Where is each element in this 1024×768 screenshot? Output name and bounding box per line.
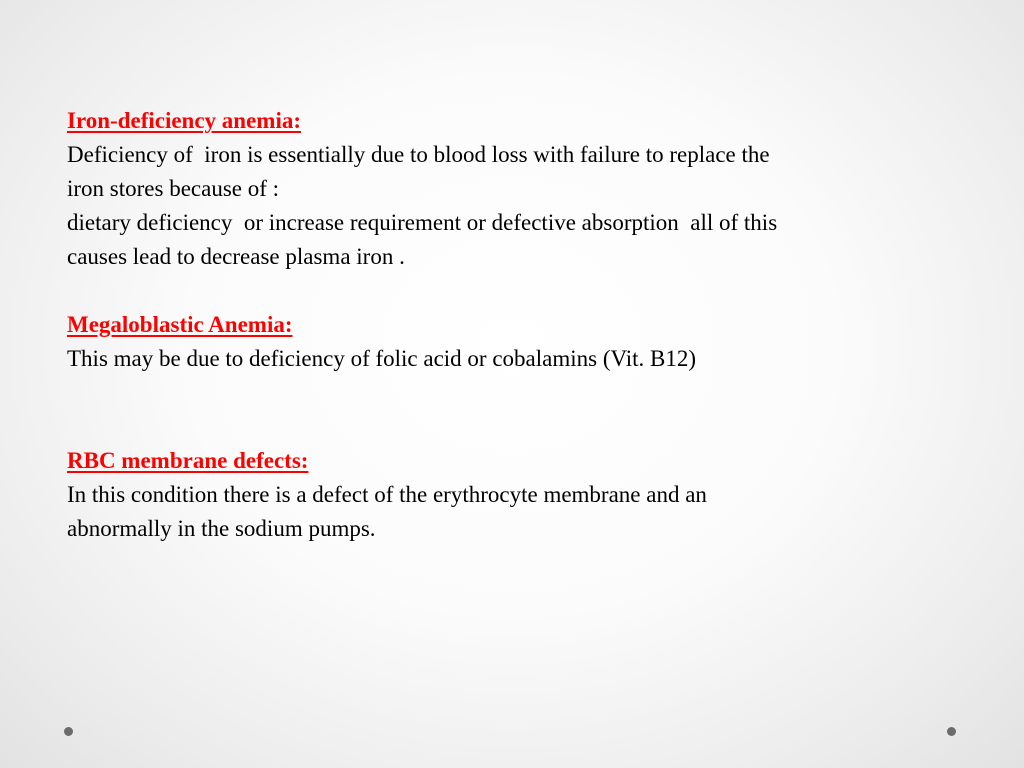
decorative-dot-left xyxy=(64,727,73,736)
section-rbc-membrane xyxy=(67,444,967,546)
body-line: Deficiency of iron is essentially due to blood loss with failure to replace the xyxy=(67,142,770,167)
body-line: dietary deficiency or increase requirement or defective absorption all of this xyxy=(67,210,778,235)
section-heading: RBC membrane defects: xyxy=(67,448,309,473)
section-heading: Megaloblastic Anemia: xyxy=(67,312,293,337)
body-line: abnormally in the sodium pumps. xyxy=(67,516,376,541)
body-line: This may be due to deficiency of folic acid or cobalamins (Vit. B12) xyxy=(67,346,697,371)
body-line: iron stores because of : xyxy=(67,176,280,201)
section-heading: Iron-deficiency anemia: xyxy=(67,108,302,133)
spacer xyxy=(67,376,967,410)
spacer xyxy=(67,274,967,308)
slide-body xyxy=(67,104,967,546)
spacer xyxy=(67,410,967,444)
decorative-dot-right xyxy=(947,727,956,736)
body-line: In this condition there is a defect of the erythrocyte membrane and an xyxy=(67,482,707,507)
section-megaloblastic xyxy=(67,308,967,376)
section-iron-deficiency xyxy=(67,104,967,274)
body-line: causes lead to decrease plasma iron . xyxy=(67,244,405,269)
